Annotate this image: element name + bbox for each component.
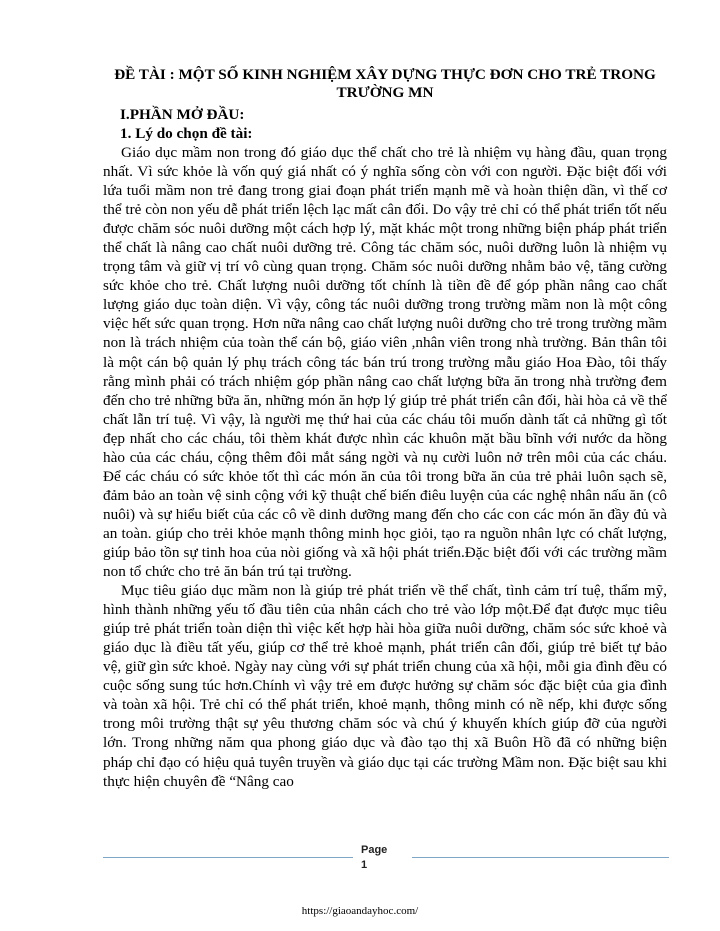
paragraph-2: Mục tiêu giáo dục mầm non là giúp trẻ phát triển về thể chất, tình cảm trí tuệ, thẩm mỹ, hình thành những yếu tố đầu tiên của nhân cách cho trẻ vào lớp một.Để đạt được mục tiêu giúp trẻ phát triển toàn diện thì việc kết hợp hài hòa giữa nuôi dưỡng, chăm sóc sức khoẻ và giáo dục là điều tất yếu, giúp cơ thể trẻ khoẻ mạnh, phát triển cân đối, giúp trẻ biết tự bảo vệ, giữ gìn sức khoẻ. Ngày nay cùng với sự phát triển chung của xã hội, mỗi gia đình đều có cuộc sống sung túc hơn.Chính vì vậy trẻ em được hưởng sự chăm sóc đặc biệt của gia đình và toàn xã hội. Trẻ chỉ có thể phát triển, khoẻ mạnh, thông minh có nề nếp, khi được sống trong môi trường thật sự yêu thương chăm sóc và chú ý khuyến khích giúp đỡ của người lớn. Trong những năm qua phong giáo dục và đào tạo thị xã Buôn Hồ đã có những biện pháp chỉ đạo có hiệu quả tuyên truyền và giáo dục tại các trường Mầm non. Đặc biệt sau khi thực hiện chuyên đề “Nâng cao xyxy=(103,582,667,790)
section-heading: I.PHẦN MỞ ĐẦU: xyxy=(120,106,245,123)
page-label: Page xyxy=(361,844,388,856)
page-number-block xyxy=(361,843,401,873)
paragraph-1: Giáo dục mầm non trong đó giáo dục thể chất cho trẻ là nhiệm vụ hàng đầu, quan trọng nhất. Vì sức khỏe là vốn quý giá nhất có ý nghĩa sống còn với con người. Đặc biệt đối với lứa tuổi mầm non trẻ đang trong giai đoạn phát triển mạnh mẽ và hoàn thiện dần, vì thế cơ thể trẻ còn non yếu dễ phát triển lệch lạc mất cân đối. Do vậy trẻ chỉ có thể phát triển tốt nếu được chăm sóc nuôi dưỡng một cách hợp lý, mặt khác một trong những biện pháp phát triển thể chất là nâng cao chất nuôi dưỡng trẻ. Công tác chăm sóc, nuôi dưỡng luôn là nhiệm vụ trọng tâm và giữ vị trí vô cùng quan trọng. Chăm sóc nuôi dưỡng nhằm bảo vệ, tăng cường sức khỏe cho trẻ. Chất lượng nuôi dưỡng tốt chính là tiền đề để góp phần nâng cao chất lượng giáo dục toàn diện. Vì vậy, công tác nuôi dưỡng trong trường mầm non là một công việc hết sức quan trọng. Hơn nữa nâng cao chất lượng nuôi dưỡng cho trẻ trong trường mầm non là trách nhiệm của toàn thể cán bộ, giáo viên ,nhân viên trong nhà trường. Bản thân tôi là một cán bộ quản lý phụ trách công tác bán trú trong trường mẫu giáo Hoa Đào, tôi thấy rằng mình phải có trách nhiệm góp phần nâng cao chất lượng bữa ăn trong nhà trường đem đến cho trẻ những bữa ăn, những món ăn hợp lý giúp trẻ phát triển cân đối, hài hòa cả về thể chất lẫn trí tuệ. Vì vậy, là người mẹ thứ hai của các cháu tôi muốn dành tất cả những gì tốt đẹp nhất cho các cháu, tôi thèm khát được nhìn các khuôn mặt bầu bĩnh với nước da hồng hào của các cháu, cộng thêm đôi mắt sáng ngời và nụ cười luôn nở trên môi của các cháu. Để các cháu có sức khỏe tốt thì các món ăn của tôi trong bữa ăn của trẻ phải luôn sạch sẽ, đảm bảo an toàn vệ sinh cộng với kỹ thuật chế biến điêu luyện của các nghệ nhân nấu ăn (cô nuôi) và sự hiểu biết của các cô về dinh dưỡng mang đến cho các con các món ăn đầy đủ và an toàn. giúp cho trẻi khỏe mạnh thông minh học giỏi, tạo ra nguồn nhân lực có chất lượng, giúp bảo tồn sự tinh hoa của nòi giống và xã hội phát triển.Đặc biệt đối với các trường mầm non tổ chức cho trẻ ăn bán trú tại trường. xyxy=(103,144,667,581)
source-url[interactable]: https://giaoandayhoc.com/ xyxy=(301,905,419,917)
footer-rule-right xyxy=(412,857,669,858)
subsection-heading: 1. Lý do chọn đề tài: xyxy=(120,125,253,142)
footer-rule-left xyxy=(103,857,353,858)
document-title: ĐỀ TÀI : MỘT SỐ KINH NGHIỆM XÂY DỰNG THỰC ĐƠN CHO TRẺ TRONG TRƯỜNG MN xyxy=(114,66,656,101)
body-text xyxy=(103,143,667,791)
page-number: 1 xyxy=(361,859,368,871)
